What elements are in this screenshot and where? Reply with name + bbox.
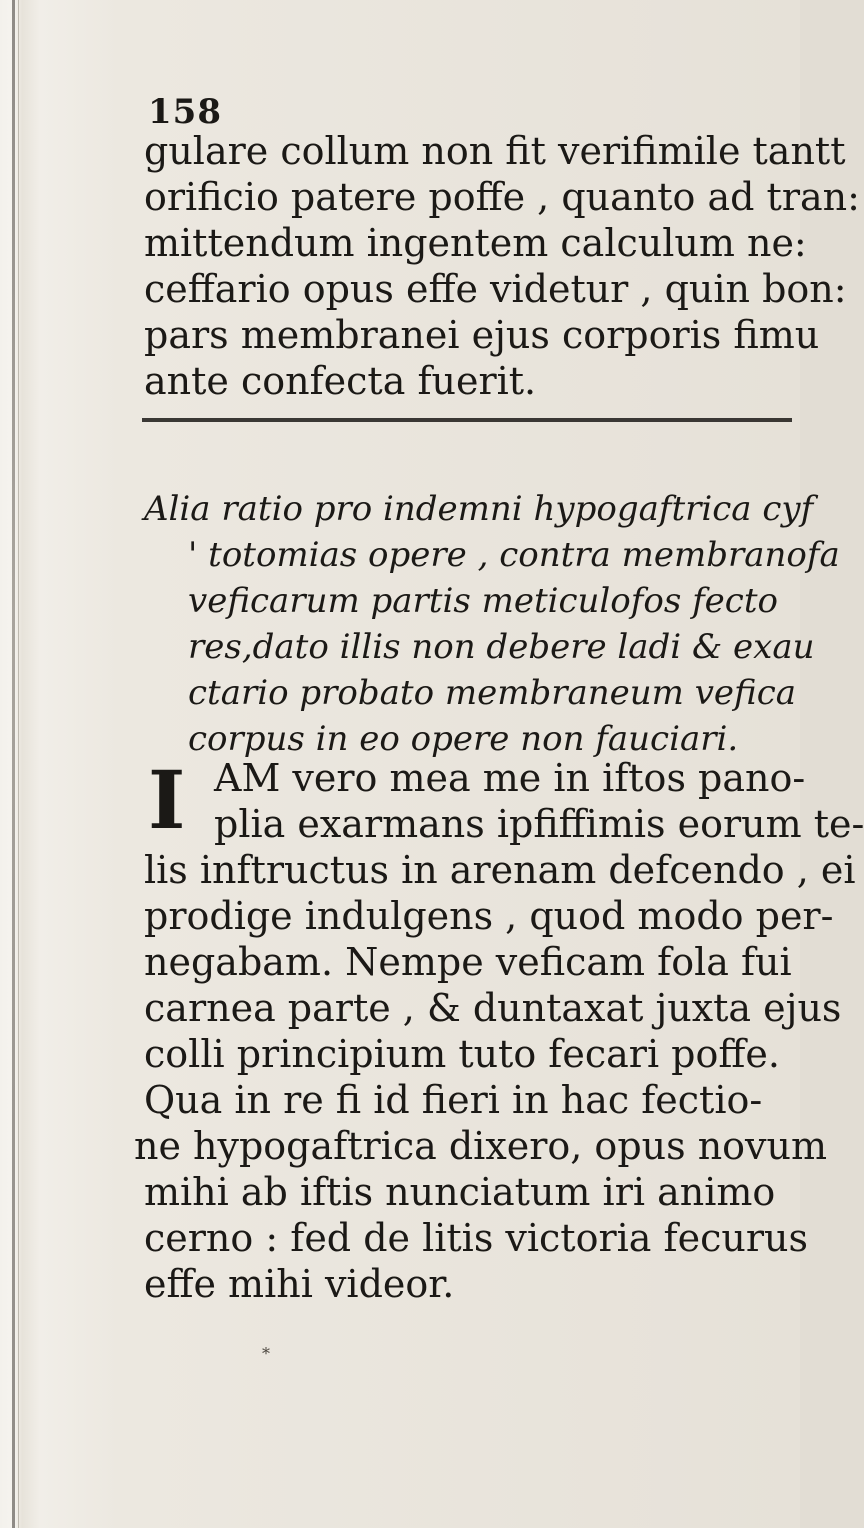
- text-line: orificio patere poffe , quanto ad tran:: [144, 175, 860, 219]
- heading-line: corpus in eo opere non fauciari.: [188, 719, 739, 759]
- heading-line: ' totomias opere , contra membranofa: [188, 535, 840, 575]
- paragraph-1: [144, 128, 860, 404]
- drop-cap: I: [148, 753, 186, 847]
- text-line: AM vero mea me in iftos pano-: [214, 756, 806, 800]
- page-edge-line: [18, 0, 19, 1528]
- section-rule: [142, 418, 792, 422]
- section-heading: [144, 486, 840, 762]
- text-line: negabam. Nempe veficam fola fui: [144, 940, 792, 984]
- heading-line: res,dato illis non debere ladi & exau: [188, 627, 815, 667]
- text-line: mittendum ingentem calculum ne:: [144, 221, 807, 265]
- text-line: prodige indulgens , quod modo per-: [144, 894, 834, 938]
- stray-mark: *: [262, 1344, 270, 1363]
- text-line: ante confecta fuerit.: [144, 359, 537, 403]
- text-line: effe mihi videor.: [144, 1262, 455, 1306]
- heading-line: veficarum partis meticulofos fecto: [188, 581, 778, 621]
- page-number: 158: [148, 92, 222, 132]
- text-line: Qua in re fi id fieri in hac fectio-: [144, 1078, 763, 1122]
- text-line: mihi ab iftis nunciatum iri animo: [144, 1170, 776, 1214]
- text-line: carnea parte , & duntaxat juxta ejus: [144, 986, 842, 1030]
- text-line: plia exarmans ipfiffimis eorum te-: [214, 802, 864, 846]
- heading-line: ctario probato membraneum vefica: [188, 673, 797, 713]
- text-line: pars membranei ejus corporis fimu: [144, 313, 820, 357]
- text-line: colli principium tuto fecari poffe.: [144, 1032, 780, 1076]
- paragraph-2: [134, 755, 864, 1307]
- text-line: cerno : fed de litis victoria fecurus: [144, 1216, 808, 1260]
- text-line: lis inftructus in arenam defcendo , ei: [144, 848, 856, 892]
- page-edge-shadow: [12, 0, 15, 1528]
- text-line: ceffario opus effe videtur , quin bon:: [144, 267, 847, 311]
- text-line: gulare collum non fit verifimile tantt: [144, 129, 846, 173]
- heading-line: Alia ratio pro indemni hypogaftrica cyf: [144, 489, 814, 529]
- text-line: ne hypogaftrica dixero, opus novum: [134, 1124, 828, 1168]
